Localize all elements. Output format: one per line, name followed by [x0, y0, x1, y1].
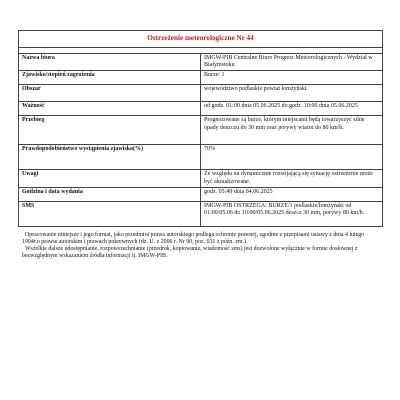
row-label-phenomenon: Zjawisko/stopień zagrożenia	[19, 71, 201, 85]
row-value-probability: 70%	[201, 145, 383, 170]
warning-document	[18, 30, 383, 259]
row-value-issued: godz. 05:49 dnia 04.06.2025	[201, 187, 383, 201]
row-value-phenomenon: Burze/ 1	[201, 71, 383, 85]
copyright-paragraph: Opracowanie niniejsze i jego format, jako przedmiot prawa autorskiego podlega ochronie prawnej, zgodnie z przepisami ustawy z dnia 4 lutego 1994r.o prawie autorskim i prawach pokrewnych (dz. U. z 2006 r. Nr 90, poz. 631 z późn. zm.).	[22, 231, 365, 245]
table-row	[19, 187, 383, 201]
row-value-validity: od godz. 01:00 dnia 05.06.2025 do godz. 10:00 dnia 05.06.2025	[201, 102, 383, 116]
table-row	[19, 71, 383, 85]
warning-table	[18, 30, 383, 227]
row-label-area: Obszar	[19, 85, 201, 102]
table-row	[19, 170, 383, 187]
row-value-area: województwo podlaskie powiat łomżyński	[201, 85, 383, 102]
table-row	[19, 116, 383, 145]
row-label-remarks: Uwagi	[19, 170, 201, 187]
table-row	[19, 145, 383, 170]
table-row	[19, 85, 383, 102]
row-label-validity: Ważność	[19, 102, 201, 116]
row-label-course: Przebieg	[19, 116, 201, 145]
table-row	[19, 54, 383, 71]
row-label-sms: SMS	[19, 201, 201, 226]
row-label-probability: Prawdopodobieństwo wystąpienia zjawiska(%)	[19, 145, 201, 170]
redistribution-paragraph: Wszelkie dalsze udostępnianie, rozpowszechnianie (przedruk, kopiowanie, wiadomość sms) jest dozwolone wyłącznie w formie dosłownej z bezwzględnym wskazaniem źródła informacji tj. IMGW-PIB.	[22, 245, 358, 259]
row-label-office: Nazwa biura	[19, 54, 201, 71]
copyright-notice	[18, 232, 383, 260]
row-label-issued: Godzina i data wydania	[19, 187, 201, 201]
row-value-sms: IMGW-PIB OSTRZEGA: BURZE/1 podlaskie/łomżyński od 01:00/05.06 do 10:00/05.06.2025 deszcz 30 mm, porywy 80 km/h.	[201, 201, 383, 226]
document-title: Ostrzeżenie meteorologiczne Nr 44	[19, 31, 383, 48]
row-value-remarks: Ze względu na dynamicznie rozwijającą się sytuację ostrzeżenie może być aktualizowane.	[201, 170, 383, 187]
table-row	[19, 201, 383, 226]
table-row	[19, 102, 383, 116]
row-value-course: Prognozowane są burze, którym miejscami będą towarzyszyć silne opady deszczu do 30 mm oraz porywy wiatru do 80 km/h.	[201, 116, 383, 145]
row-value-office: IMGW-PIB Centralne Biuro Prognoz Meteorologicznych - Wydział w Białymstoku	[201, 54, 383, 71]
